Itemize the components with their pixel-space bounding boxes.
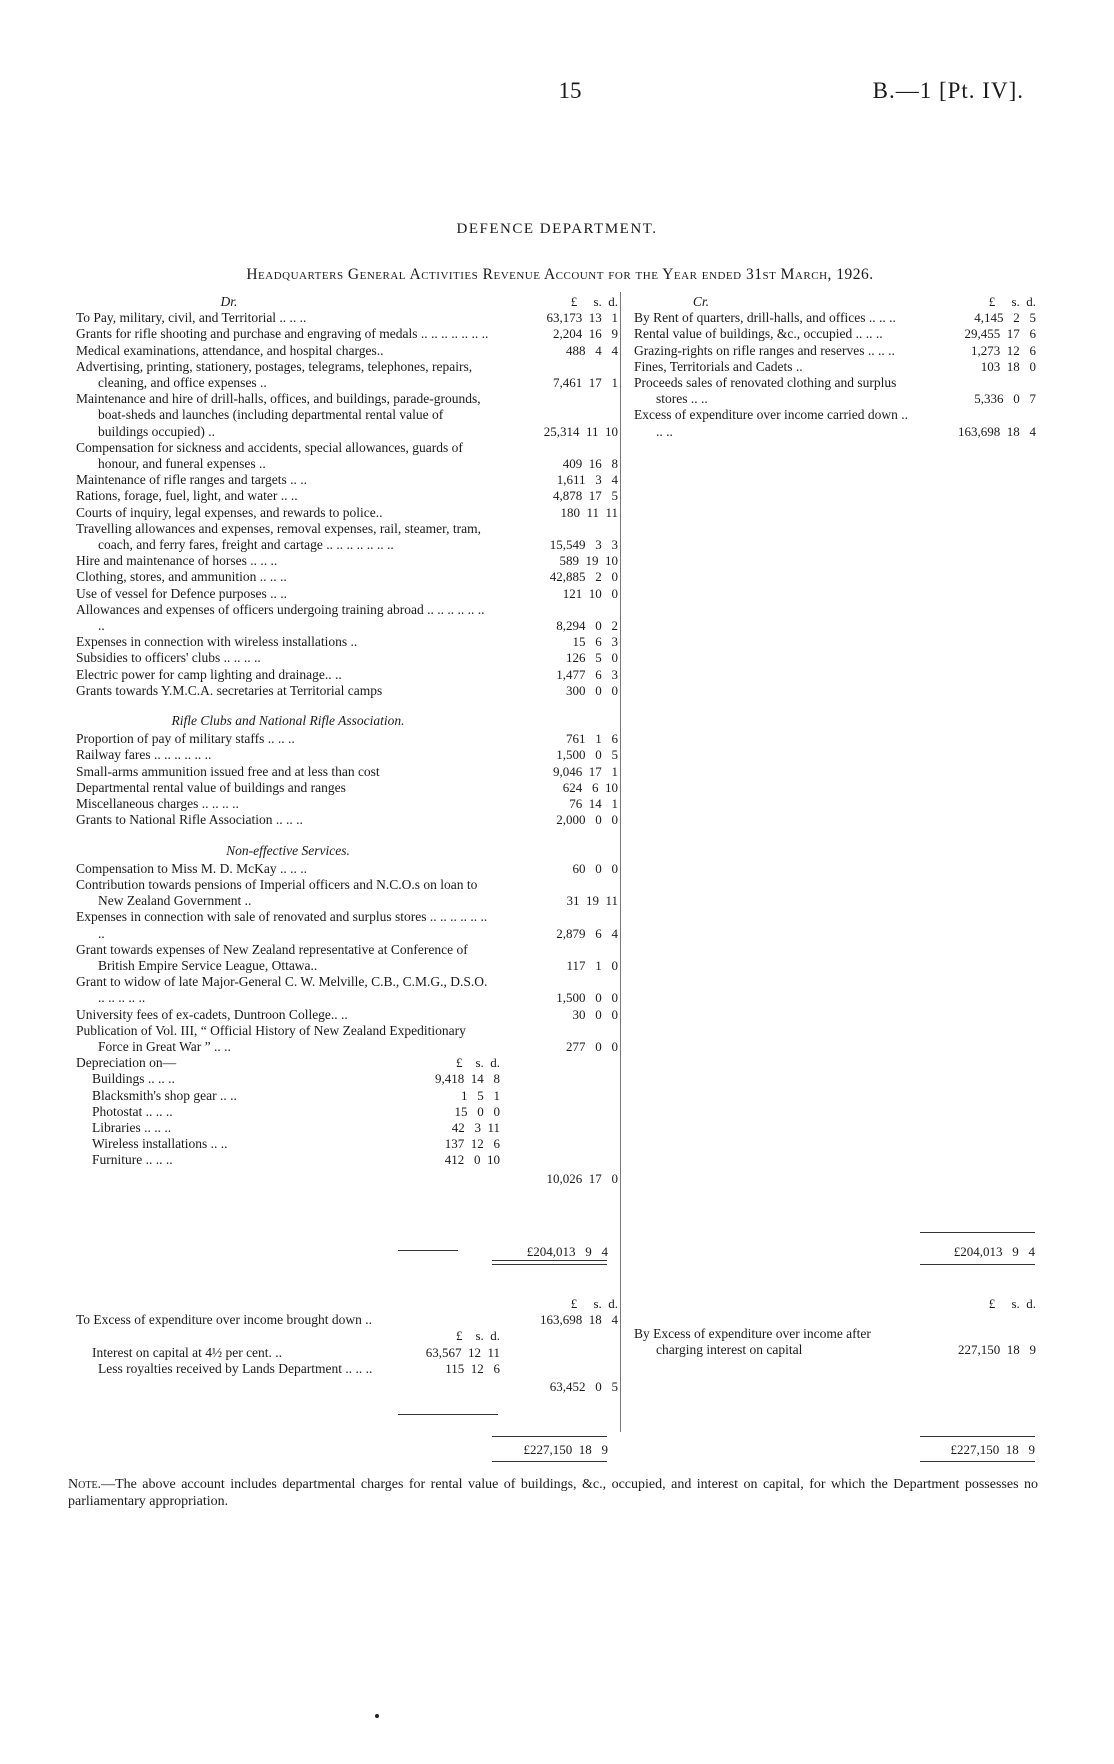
- noneffective-item-row-amount: 117 1 0: [566, 957, 618, 973]
- note-text: —The above account includes departmental charges for rental value of buildings, &c., occupied, and interest on capital, for which the Department possesses no parliamentary appropriation.: [68, 1477, 1038, 1509]
- depreciation-item-row: [76, 1120, 500, 1136]
- credit-item-row-amount: 163,698 18 4: [958, 423, 1036, 439]
- royalties-row: [76, 1361, 500, 1377]
- depreciation-item-row: [76, 1136, 500, 1152]
- debit-item-row-desc: Subsidies to officers' clubs .. .. .. ..: [76, 650, 261, 666]
- debit-item-row-amount: 15 6 3: [572, 634, 618, 650]
- note-label: Note.: [68, 1477, 102, 1492]
- rifle-item-row-amount: 9,046 17 1: [553, 763, 618, 779]
- noneffective-item-row-amount: 277 0 0: [566, 1038, 618, 1054]
- debit-item-row-desc: Compensation for sickness and accidents, special allowances, guards of honour, and funeral expenses ..: [76, 439, 463, 472]
- credit-item-row-desc: Rental value of buildings, &c., occupied .. .. ..: [634, 326, 883, 342]
- rifle-item-row-amount: 761 1 6: [566, 731, 618, 747]
- noneffective-item-row-desc: University fees of ex-cadets, Duntroon College.. ..: [76, 1006, 348, 1022]
- bottom-credit: [634, 1296, 1036, 1359]
- credit-header-row: [634, 294, 1036, 310]
- noneffective-section-heading: Non-effective Services.: [226, 842, 350, 858]
- bottom-credit-total-underline: [920, 1461, 1035, 1462]
- debit-item-row: [76, 569, 618, 585]
- depreciation-total-row: [76, 1171, 618, 1187]
- rifle-item-row-amount: 624 6 10: [562, 779, 618, 795]
- debit-item-row-desc: Grants towards Y.M.C.A. secretaries at Territorial camps: [76, 682, 383, 698]
- depreciation-item-row-amount: 137 12 6: [444, 1136, 500, 1152]
- credit-items: [634, 310, 1036, 440]
- account-subtitle: Headquarters General Activities Revenue Account for the Year ended 31st March, 1926.: [246, 266, 874, 283]
- debit-item-row-amount: 7,461 17 1: [553, 375, 618, 391]
- credit-item-row-amount: 103 18 0: [980, 358, 1036, 374]
- rifle-item-row-amount: 2,000 0 0: [556, 812, 618, 828]
- interest-currency-header: £ s. d.: [455, 1328, 500, 1344]
- debit-item-row: [76, 553, 618, 569]
- rifle-item-row: [76, 812, 618, 828]
- interest-amount: 63,567 12 11: [425, 1344, 500, 1360]
- debit-item-row: [76, 488, 618, 504]
- rifle-items: [76, 731, 618, 828]
- excess-after-interest-row: [634, 1326, 1036, 1358]
- rifle-item-row-desc: Grants to National Rifle Association .. .. ..: [76, 812, 303, 828]
- depreciation-label: Depreciation on—: [76, 1055, 177, 1071]
- rifle-item-row: [76, 747, 618, 763]
- credit-item-row: [634, 407, 1036, 439]
- debit-item-row-amount: 409 16 8: [562, 456, 618, 472]
- credit-item-row-amount: 1,273 12 6: [971, 342, 1036, 358]
- depreciation-rule: [398, 1250, 458, 1251]
- interest-rule: [398, 1414, 498, 1415]
- noneffective-item-row: [76, 877, 618, 909]
- footnote: [68, 1476, 1038, 1510]
- depreciation-item-row: [76, 1152, 500, 1168]
- debit-item-row: [76, 391, 618, 440]
- rifle-item-row: [76, 731, 618, 747]
- debit-item-row-desc: Expenses in connection with wireless installations ..: [76, 634, 358, 650]
- debit-total-rule: [492, 1260, 607, 1261]
- noneffective-item-row-amount: 31 19 11: [566, 893, 618, 909]
- debit-item-row: [76, 326, 618, 342]
- noneffective-item-row: [76, 861, 618, 877]
- debit-item-row: [76, 343, 618, 359]
- noneffective-item-row-amount: 30 0 0: [572, 1006, 618, 1022]
- bottom-debit-total-underline: [492, 1461, 607, 1462]
- depreciation-item-row: [76, 1071, 500, 1087]
- excess-after-interest-desc: By Excess of expenditure over income after charging interest on capital: [634, 1326, 871, 1358]
- depreciation-item-row-desc: Wireless installations .. ..: [92, 1136, 228, 1152]
- credit-label: Cr.: [692, 294, 710, 309]
- noneffective-item-row: [76, 1007, 618, 1023]
- debit-item-row-amount: 1,477 6 3: [556, 666, 618, 682]
- rifle-item-row: [76, 764, 618, 780]
- depreciation-item-row-amount: 412 0 10: [444, 1152, 500, 1168]
- rifle-item-row-desc: Small-arms ammunition issued free and at less than cost: [76, 763, 380, 779]
- debit-item-row-amount: 2,204 16 9: [553, 326, 618, 342]
- bottom-debit: [76, 1296, 618, 1395]
- column-divider: [620, 292, 621, 1432]
- debit-item-row-desc: Travelling allowances and expenses, removal expenses, rail, steamer, tram, coach, and ferry fares, freight and cartage .. .. .. .. .. .. ..: [76, 520, 481, 553]
- rifle-item-row: [76, 780, 618, 796]
- credit-total-rule: [920, 1232, 1035, 1233]
- rifle-item-row-desc: Railway fares .. .. .. .. .. ..: [76, 747, 212, 763]
- debit-item-row-amount: 126 5 0: [566, 650, 618, 666]
- debit-item-row-desc: Electric power for camp lighting and drainage.. ..: [76, 666, 342, 682]
- depreciation-total: 10,026 17 0: [546, 1170, 618, 1186]
- bottom-credit-total-rule: [920, 1436, 1035, 1437]
- debit-item-row-desc: Courts of inquiry, legal expenses, and rewards to police..: [76, 504, 383, 520]
- depreciation-currency-header: £ s. d.: [455, 1055, 500, 1071]
- depreciation-item-row-amount: 15 0 0: [454, 1103, 500, 1119]
- excess-after-interest-amount: 227,150 18 9: [958, 1342, 1036, 1358]
- debit-item-row: [76, 650, 618, 666]
- credit-item-row-desc: Fines, Territorials and Cadets ..: [634, 358, 803, 374]
- credit-item-row-desc: Proceeds sales of renovated clothing and surplus stores .. ..: [634, 375, 897, 407]
- noneffective-item-row-desc: Grant to widow of late Major-General C. W. Melville, C.B., C.M.G., D.S.O. .. .. .. .. ..: [76, 974, 488, 1006]
- noneffective-item-row-desc: Contribution towards pensions of Imperial officers and N.C.O.s on loan to New Zealand Government ..: [76, 876, 478, 909]
- debit-item-row-amount: 63,173 13 1: [546, 310, 618, 326]
- debit-item-row-amount: 8,294 0 2: [556, 618, 618, 634]
- interest-desc: Interest on capital at 4½ per cent. ..: [92, 1344, 283, 1360]
- net-interest-amount: 63,452 0 5: [549, 1379, 618, 1395]
- debit-item-row-desc: Rations, forage, fuel, light, and water .. ..: [76, 488, 298, 504]
- debit-total-underline: [492, 1264, 607, 1265]
- debit-item-row-amount: 488 4 4: [566, 342, 618, 358]
- debit-item-row-desc: Allowances and expenses of officers undergoing training abroad .. .. .. .. .. .. ..: [76, 601, 485, 634]
- noneffective-item-row: [76, 942, 618, 974]
- debit-item-row-desc: Clothing, stores, and ammunition .. .. ..: [76, 569, 287, 585]
- credit-item-row-amount: 29,455 17 6: [964, 326, 1036, 342]
- debit-grand-total: £204,013 9 4: [526, 1244, 608, 1259]
- debit-column: [76, 294, 618, 1187]
- noneffective-item-row: [76, 909, 618, 941]
- document-reference: B.—1 [Pt. IV].: [872, 78, 1024, 103]
- debit-item-row-amount: 180 11 11: [560, 504, 618, 520]
- credit-item-row-amount: 5,336 0 7: [974, 391, 1036, 407]
- credit-currency-header: £ s. d.: [988, 294, 1036, 309]
- bottom-credit-total: £227,150 18 9: [950, 1442, 1035, 1457]
- page-number: 15: [558, 78, 582, 103]
- debit-item-row: [76, 310, 618, 326]
- bottom-credit-currency-header: £ s. d.: [988, 1296, 1036, 1311]
- noneffective-item-row: [76, 974, 618, 1006]
- credit-item-row: [634, 359, 1036, 375]
- credit-column: [634, 294, 1036, 440]
- debit-item-row-amount: 4,878 17 5: [553, 488, 618, 504]
- ink-dot: [375, 1714, 379, 1718]
- depreciation-item-row-amount: 9,418 14 8: [435, 1071, 500, 1087]
- depreciation-item-row-desc: Photostat .. .. ..: [92, 1103, 173, 1119]
- currency-header: £ s. d.: [570, 294, 618, 309]
- excess-brought-down-amount: 163,698 18 4: [540, 1312, 618, 1328]
- noneffective-item-row-desc: Compensation to Miss M. D. McKay .. .. ..: [76, 860, 307, 876]
- debit-item-row-desc: Medical examinations, attendance, and hospital charges..: [76, 342, 384, 358]
- debit-item-row: [76, 634, 618, 650]
- debit-item-row-desc: Grants for rifle shooting and purchase and engraving of medals .. .. .. .. .. .. ..: [76, 326, 489, 342]
- debit-item-row: [76, 602, 618, 634]
- credit-item-row: [634, 310, 1036, 326]
- net-interest-row: [76, 1379, 618, 1395]
- excess-brought-down-row: [76, 1312, 618, 1328]
- depreciation-item-row-desc: Buildings .. .. ..: [92, 1071, 175, 1087]
- debit-item-row-desc: Maintenance of rifle ranges and targets .. ..: [76, 472, 308, 488]
- debit-item-row-desc: Use of vessel for Defence purposes .. ..: [76, 585, 288, 601]
- depreciation-item-row-amount: 42 3 11: [451, 1119, 500, 1135]
- credit-grand-total: £204,013 9 4: [953, 1244, 1035, 1259]
- interest-row: [76, 1345, 500, 1361]
- debit-item-row-desc: Maintenance and hire of drill-halls, offices, and buildings, parade-grounds, boat-sheds and launches (including departmental rental value of buildings occupied) ..: [76, 391, 481, 439]
- debit-header-row: [76, 294, 618, 310]
- excess-brought-down-desc: To Excess of expenditure over income brought down ..: [76, 1312, 372, 1328]
- page-title: DEFENCE DEPARTMENT.: [456, 221, 658, 237]
- rifle-item-row-amount: 76 14 1: [569, 796, 618, 812]
- royalties-desc: Less royalties received by Lands Department .. .. ..: [98, 1360, 373, 1376]
- noneffective-items: [76, 861, 618, 1055]
- depreciation-item-row-desc: Blacksmith's shop gear .. ..: [92, 1087, 237, 1103]
- debit-item-row: [76, 683, 618, 699]
- debit-item-row: [76, 440, 618, 472]
- depreciation-row: [76, 1055, 618, 1071]
- debit-item-row-amount: 1,611 3 4: [556, 472, 618, 488]
- noneffective-item-row-amount: 1,500 0 0: [556, 990, 618, 1006]
- royalties-amount: 115 12 6: [445, 1360, 500, 1376]
- bottom-debit-total-rule: [492, 1436, 607, 1437]
- debit-item-row: [76, 359, 618, 391]
- debit-item-row: [76, 472, 618, 488]
- debit-item-row-desc: Advertising, printing, stationery, postages, telegrams, telephones, repairs, cleaning, and office expenses ..: [76, 358, 473, 391]
- debit-item-row-amount: 42,885 2 0: [549, 569, 618, 585]
- bottom-debit-total: £227,150 18 9: [523, 1442, 608, 1457]
- rifle-item-row-desc: Proportion of pay of military staffs .. .. ..: [76, 731, 295, 747]
- noneffective-item-row-desc: Publication of Vol. III, “ Official History of New Zealand Expeditionary Force in Great War ” .. ..: [76, 1022, 466, 1054]
- debit-item-row-amount: 121 10 0: [562, 585, 618, 601]
- credit-total-underline: [920, 1264, 1035, 1265]
- depreciation-item-row: [76, 1088, 500, 1104]
- rifle-item-row-amount: 1,500 0 5: [556, 747, 618, 763]
- debit-items: [76, 310, 618, 699]
- noneffective-item-row-desc: Expenses in connection with sale of renovated and surplus stores .. .. .. .. .. .. ..: [76, 909, 488, 941]
- debit-item-row-amount: 589 19 10: [559, 553, 618, 569]
- debit-item-row-desc: Hire and maintenance of horses .. .. ..: [76, 553, 278, 569]
- depreciation-item-row-desc: Furniture .. .. ..: [92, 1152, 173, 1168]
- depreciation-items: [76, 1071, 618, 1168]
- noneffective-item-row: [76, 1023, 618, 1055]
- credit-item-row: [634, 343, 1036, 359]
- depreciation-item-row: [76, 1104, 500, 1120]
- rifle-item-row: [76, 796, 618, 812]
- bottom-debit-currency-header: £ s. d.: [570, 1296, 618, 1311]
- depreciation-item-row-amount: 1 5 1: [461, 1087, 500, 1103]
- rifle-item-row-desc: Departmental rental value of buildings and ranges: [76, 779, 346, 795]
- debit-item-row-amount: 25,314 11 10: [543, 423, 618, 439]
- credit-item-row: [634, 375, 1036, 407]
- rifle-item-row-desc: Miscellaneous charges .. .. .. ..: [76, 796, 239, 812]
- debit-item-row-amount: 15,549 3 3: [549, 537, 618, 553]
- debit-item-row: [76, 586, 618, 602]
- credit-item-row-desc: Excess of expenditure over income carried down .. .. ..: [634, 407, 909, 439]
- debit-item-row-desc: To Pay, military, civil, and Territorial .. .. ..: [76, 310, 307, 326]
- debit-item-row: [76, 521, 618, 553]
- credit-item-row-desc: By Rent of quarters, drill-halls, and offices .. .. ..: [634, 310, 896, 326]
- rifle-section-heading: Rifle Clubs and National Rifle Association.: [171, 713, 405, 729]
- debit-item-row: [76, 505, 618, 521]
- credit-item-row-amount: 4,145 2 5: [974, 310, 1036, 326]
- noneffective-item-row-desc: Grant towards expenses of New Zealand representative at Conference of British Empire Service League, Ottawa..: [76, 941, 468, 973]
- debit-label: Dr.: [220, 294, 238, 309]
- depreciation-item-row-desc: Libraries .. .. ..: [92, 1119, 172, 1135]
- debit-item-row-amount: 300 0 0: [566, 682, 618, 698]
- debit-item-row: [76, 667, 618, 683]
- credit-item-row: [634, 326, 1036, 342]
- credit-item-row-desc: Grazing-rights on rifle ranges and reserves .. .. ..: [634, 342, 895, 358]
- noneffective-item-row-amount: 2,879 6 4: [556, 925, 618, 941]
- noneffective-item-row-amount: 60 0 0: [572, 860, 618, 876]
